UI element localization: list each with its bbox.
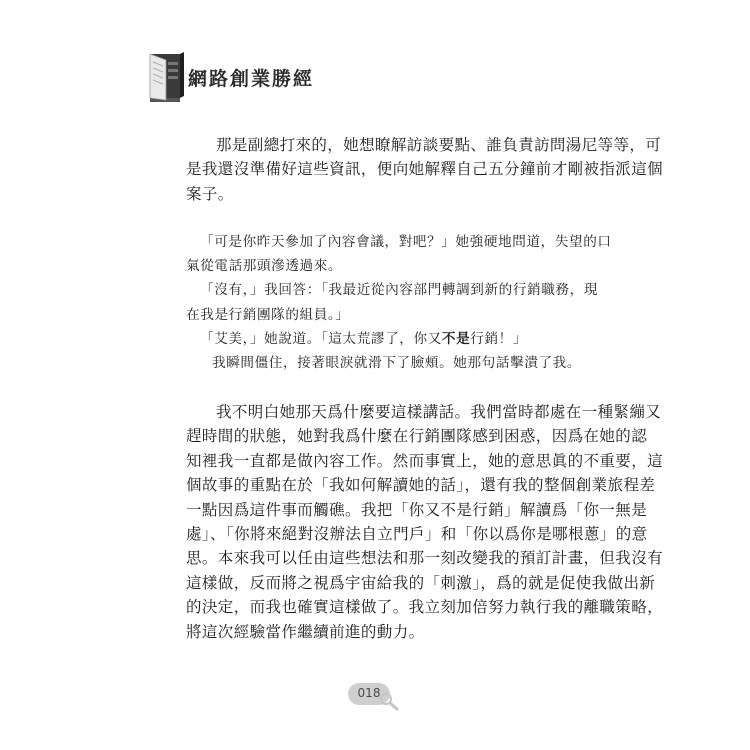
paragraph-line: 案子。 (186, 184, 234, 203)
paragraph-line: 是我還沒準備好這些資訊，便向她解釋自己五分鐘前才剛被指派這個 (186, 160, 664, 179)
page-number: 018 (357, 686, 381, 700)
magnifier-icon (378, 691, 400, 711)
paragraph-reflection (186, 400, 664, 644)
dialogue-line: 「可是你昨天參加了內容會議，對吧？」她強硬地問道，失望的口 (200, 234, 612, 250)
paragraph-line: 個故事的重點在於「我如何解讀她的話」，還有我的整個創業旅程差 (186, 476, 656, 495)
dialogue-line (186, 327, 556, 351)
page-number-badge (348, 683, 400, 707)
paragraph-line: 那是副總打來的，她想瞭解訪談要點、誰負責訪問湯尼等等，可 (216, 136, 662, 154)
dialogue-line: 氣從電話那頭滲透過來。 (186, 258, 343, 275)
paragraph-line: 一點因爲這件事而觸礁。我把「你又不是行銷」解讀爲「你一無是 (186, 500, 648, 519)
running-header (146, 48, 466, 104)
paragraph-intro (186, 133, 664, 206)
dialogue-line: 在我是行銷團隊的組員。」 (186, 306, 350, 323)
emphasis-text: 不是 (441, 330, 471, 347)
dialogue-line: 我瞬間僵住，接著眼淚就滑下了臉頰。她那句話擊潰了我。 (212, 355, 582, 372)
paragraph-line: 思。本來我可以任由這些想法和那一刻改變我的預訂計畫，但我沒有 (186, 549, 664, 568)
open-book-icon (146, 48, 188, 104)
paragraph-line: 的決定，而我也確實這樣做了。我立刻加倍努力執行我的離職策略， (186, 598, 664, 617)
paragraph-line: 將這次經驗當作繼續前進的動力。 (186, 622, 425, 641)
book-title: 網路創業勝經 (188, 68, 315, 90)
dialogue-block (186, 230, 612, 375)
dialogue-line: 「沒有，」我回答：「我最近從內容部門轉調到新的行銷職務，現 (200, 282, 599, 299)
paragraph-line: 趕時間的狀態，她對我爲什麼在行銷團隊感到困惑，因爲在她的認 (186, 427, 648, 446)
dialogue-text: 行銷！」 (470, 330, 528, 347)
paragraph-line: 處」、「你將來絕對沒辦法自立門戶」和「你以爲你是哪根蔥」的意 (186, 525, 648, 544)
paragraph-line: 知裡我一直都是做內容工作。然而事實上，她的意思眞的不重要，這 (186, 451, 664, 470)
dialogue-text: 「艾美，」她說道。「這太荒謬了，你又 (200, 330, 442, 347)
paragraph-line: 我不明白她那天爲什麼要這樣講話。我們當時都處在一種緊繃又 (216, 403, 662, 421)
paragraph-line: 這樣做，反而將之視爲宇宙給我的「刺激」，爲的就是促使我做出新 (186, 573, 656, 592)
